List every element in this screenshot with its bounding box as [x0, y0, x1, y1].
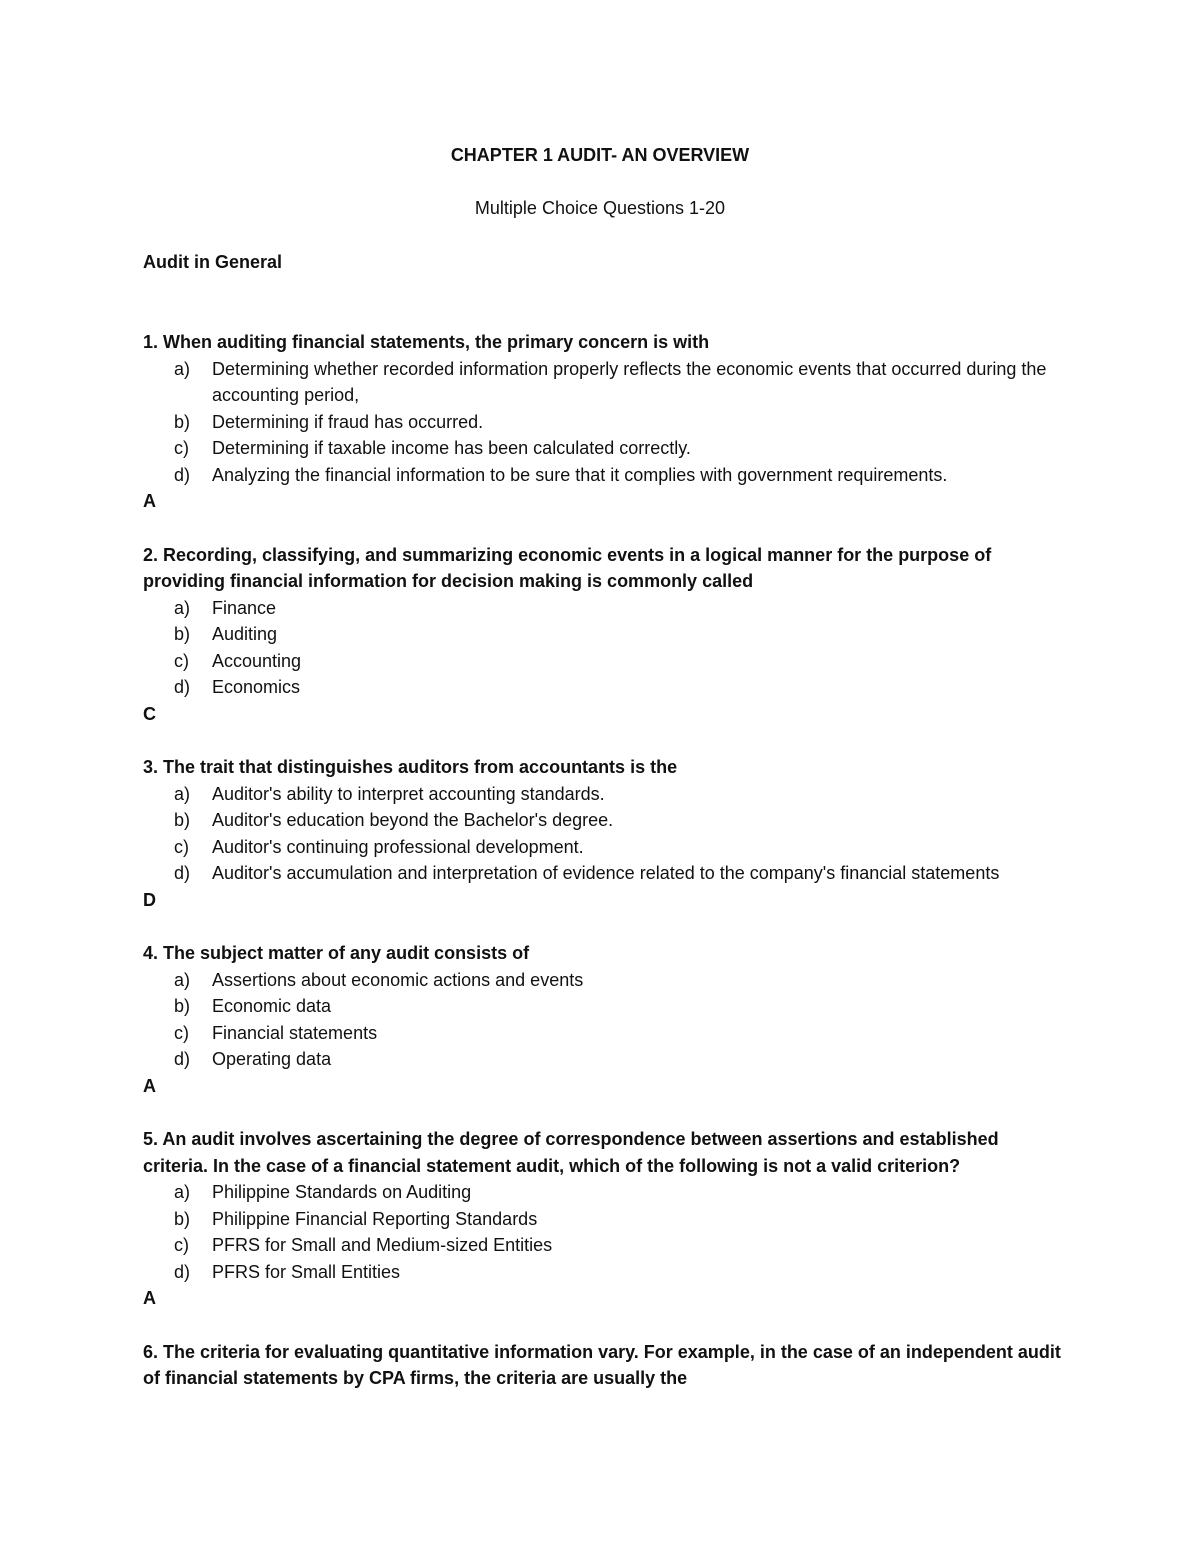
- option-text: Auditor's ability to interpret accounting standards.: [212, 783, 605, 804]
- question-item: [143, 1339, 1068, 1392]
- option-item: [143, 1046, 1068, 1073]
- option-item: [143, 860, 1068, 887]
- answer-key: A: [143, 1288, 156, 1308]
- option-text: Economic data: [212, 996, 332, 1016]
- option-label: b): [174, 1208, 191, 1229]
- option-text: Accounting: [212, 650, 302, 671]
- document-subtitle: Multiple Choice Questions 1-20: [474, 198, 726, 218]
- option-item: [143, 356, 1068, 409]
- answer-key: A: [143, 491, 156, 511]
- option-item: [143, 1206, 1068, 1233]
- answer-key: C: [143, 703, 156, 724]
- option-text: Determining if fraud has occurred.: [212, 411, 484, 432]
- option-text: PFRS for Small and Medium-sized Entities: [212, 1235, 553, 1255]
- option-item: [143, 621, 1068, 648]
- option-text: Assertions about economic actions and events: [212, 969, 584, 990]
- option-text: Determining whether recorded information properly reflects the economic events that occurred during the accounting period,: [212, 358, 1047, 405]
- option-text: Analyzing the financial information to be sure that it complies with government requirements.: [212, 464, 948, 485]
- option-item: [143, 595, 1068, 622]
- option-label: c): [174, 650, 189, 671]
- question-item: [143, 542, 1068, 728]
- option-label: a): [174, 1182, 191, 1202]
- option-item: [143, 993, 1068, 1020]
- option-list: [143, 595, 1068, 701]
- question-list: [143, 329, 1068, 1419]
- question-item: [143, 329, 1068, 515]
- question-stem: 3. The trait that distinguishes auditors from accountants is the: [143, 757, 678, 777]
- option-item: [143, 462, 1068, 489]
- question-item: [143, 754, 1068, 913]
- question-stem: 1. When auditing financial statements, the primary concern is with: [143, 332, 710, 352]
- option-item: [143, 1020, 1068, 1047]
- option-text: Finance: [212, 597, 277, 618]
- option-text: Auditor's accumulation and interpretation of evidence related to the company's financial statements: [212, 863, 1000, 883]
- option-label: d): [174, 464, 191, 485]
- question-item: [143, 1126, 1068, 1312]
- option-item: [143, 781, 1068, 808]
- option-label: a): [174, 783, 191, 804]
- option-list: [143, 1179, 1068, 1285]
- option-item: [143, 435, 1068, 462]
- option-label: a): [174, 597, 191, 618]
- question-stem: 4. The subject matter of any audit consists of: [143, 943, 530, 963]
- option-label: c): [174, 836, 189, 857]
- option-label: b): [174, 624, 191, 644]
- option-label: b): [174, 810, 191, 830]
- answer-key: D: [143, 889, 156, 910]
- option-label: d): [174, 677, 191, 697]
- option-text: Financial statements: [212, 1022, 378, 1043]
- option-label: d): [174, 863, 191, 883]
- option-text: PFRS for Small Entities: [212, 1261, 401, 1282]
- question-item: [143, 940, 1068, 1099]
- document-title: CHAPTER 1 AUDIT- AN OVERVIEW: [450, 145, 750, 165]
- option-label: c): [174, 1022, 189, 1043]
- option-label: d): [174, 1049, 191, 1069]
- option-item: [143, 1259, 1068, 1286]
- option-list: [143, 356, 1068, 489]
- option-item: [143, 1232, 1068, 1259]
- option-label: c): [174, 1235, 189, 1255]
- option-list: [143, 967, 1068, 1073]
- option-item: [143, 1179, 1068, 1206]
- section-heading: Audit in General: [143, 252, 283, 272]
- option-label: a): [174, 969, 191, 990]
- option-label: d): [174, 1261, 191, 1282]
- option-label: b): [174, 411, 191, 432]
- option-text: Auditor's continuing professional development.: [212, 836, 584, 857]
- option-label: b): [174, 996, 191, 1016]
- option-list: [143, 781, 1068, 887]
- option-text: Auditor's education beyond the Bachelor's degree.: [212, 810, 614, 830]
- option-item: [143, 648, 1068, 675]
- question-stem: 2. Recording, classifying, and summarizing economic events in a logical manner for the purpose of providing financial information for decision making is commonly called: [143, 544, 992, 591]
- option-text: Economics: [212, 677, 301, 697]
- option-text: Philippine Standards on Auditing: [212, 1182, 472, 1202]
- option-item: [143, 674, 1068, 701]
- option-text: Determining if taxable income has been calculated correctly.: [212, 438, 691, 458]
- option-item: [143, 409, 1068, 436]
- question-stem: 6. The criteria for evaluating quantitative information vary. For example, in the case of an independent audit of financial statements by CPA firms, the criteria are usually the: [143, 1341, 1061, 1388]
- option-item: [143, 967, 1068, 994]
- option-text: Auditing: [212, 624, 278, 644]
- option-label: a): [174, 358, 191, 379]
- option-label: c): [174, 438, 189, 458]
- option-item: [143, 807, 1068, 834]
- answer-key: A: [143, 1075, 156, 1096]
- option-text: Philippine Financial Reporting Standards: [212, 1208, 538, 1229]
- question-stem: 5. An audit involves ascertaining the degree of correspondence between assertions and established criteria. In the case of a financial statement audit, which of the following is not a valid criterion?: [143, 1129, 999, 1176]
- option-item: [143, 834, 1068, 861]
- option-text: Operating data: [212, 1049, 332, 1069]
